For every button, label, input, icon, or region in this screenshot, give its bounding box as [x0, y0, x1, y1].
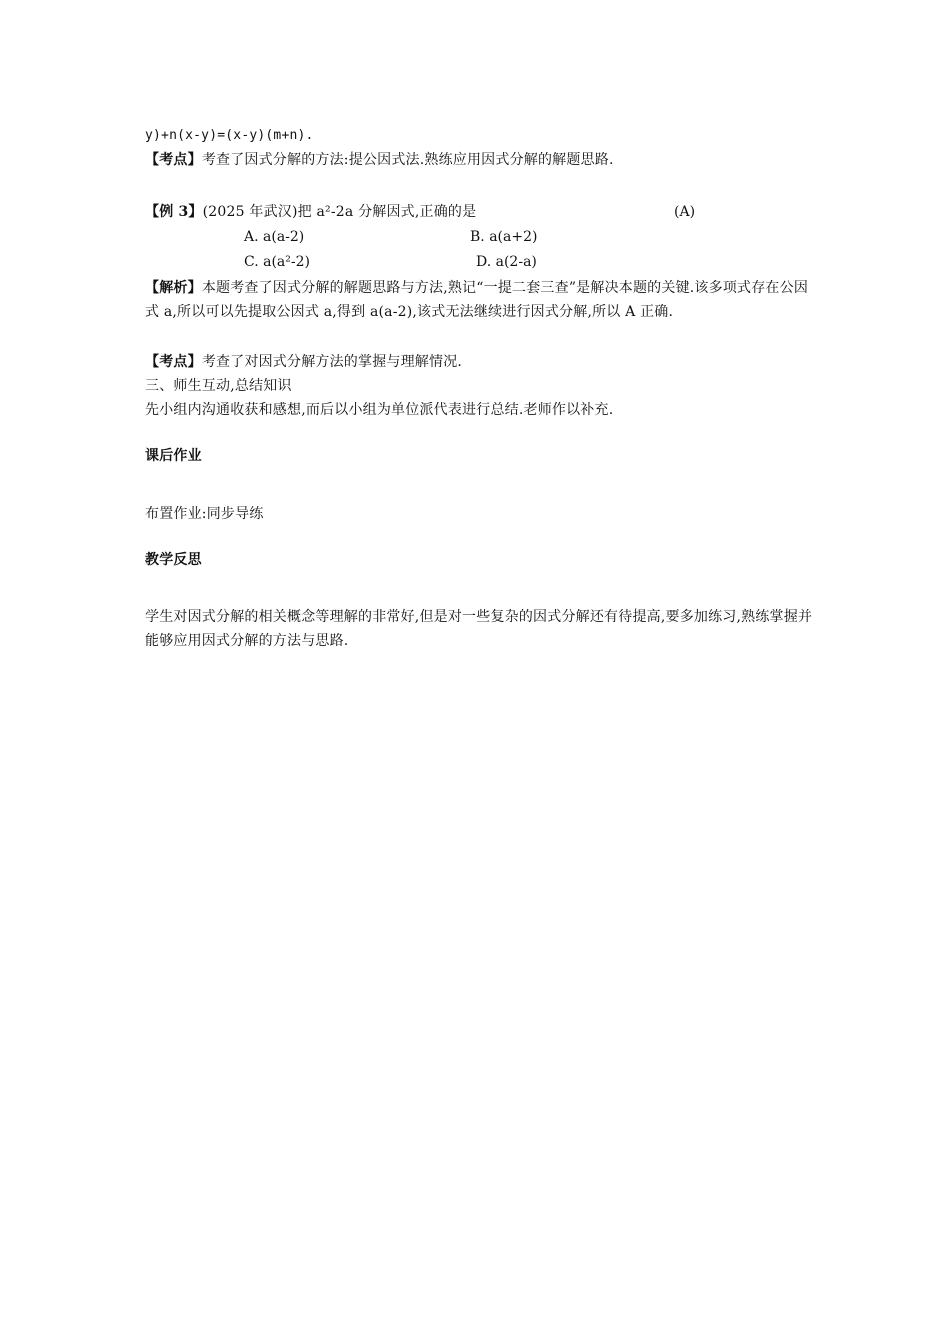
kaodian-2-text: 考查了对因式分解方法的掌握与理解情况. [201, 354, 463, 370]
homework-heading: 课后作业 [145, 448, 202, 464]
option-d: D. a(2-a) [476, 254, 537, 270]
formula-continuation: y)+n(x-y)=(x-y)(m+n). [145, 128, 314, 143]
example-3-tag: 【例 3】 [145, 204, 203, 220]
jiexi [145, 276, 815, 324]
option-c: C. a(a²-2) [244, 254, 310, 270]
kaodian-2 [145, 352, 815, 372]
kaodian-1-tag: 【考点】 [145, 152, 202, 168]
kaodian-1 [145, 150, 815, 170]
jiexi-text: 本题考查了因式分解的解题思路与方法,熟记“一提二套三查”是解决本题的关键.该多项式存在公因式 a,所以可以先提取公因式 a,得到 a(a-2),该式无法继续进行因式分解,所以 A 正确. [145, 280, 809, 320]
reflection-text: 学生对因式分解的相关概念等理解的非常好,但是对一些复杂的因式分解还有待提高,要多加练习,熟练掌握并能够应用因式分解的方法与思路. [145, 609, 813, 649]
section-3-text: 先小组内沟通收获和感想,而后以小组为单位派代表进行总结.老师作以补充. [145, 402, 614, 418]
example-3-question [145, 202, 815, 222]
option-b: B. a(a+2) [470, 229, 538, 245]
example-3-text: (2025 年武汉)把 a²-2a 分解因式,正确的是 [202, 204, 477, 220]
jiexi-tag: 【解析】 [145, 280, 202, 296]
example-3-answer: (A) [674, 204, 696, 220]
kaodian-1-text: 考查了因式分解的方法:提公因式法.熟练应用因式分解的解题思路. [201, 152, 614, 168]
homework-text: 布置作业:同步导练 [145, 506, 264, 522]
section-3-title: 三、师生互动,总结知识 [145, 378, 292, 394]
reflection-heading: 教学反思 [145, 552, 202, 568]
kaodian-2-tag: 【考点】 [145, 354, 202, 370]
option-a: A. a(a-2) [244, 229, 305, 245]
